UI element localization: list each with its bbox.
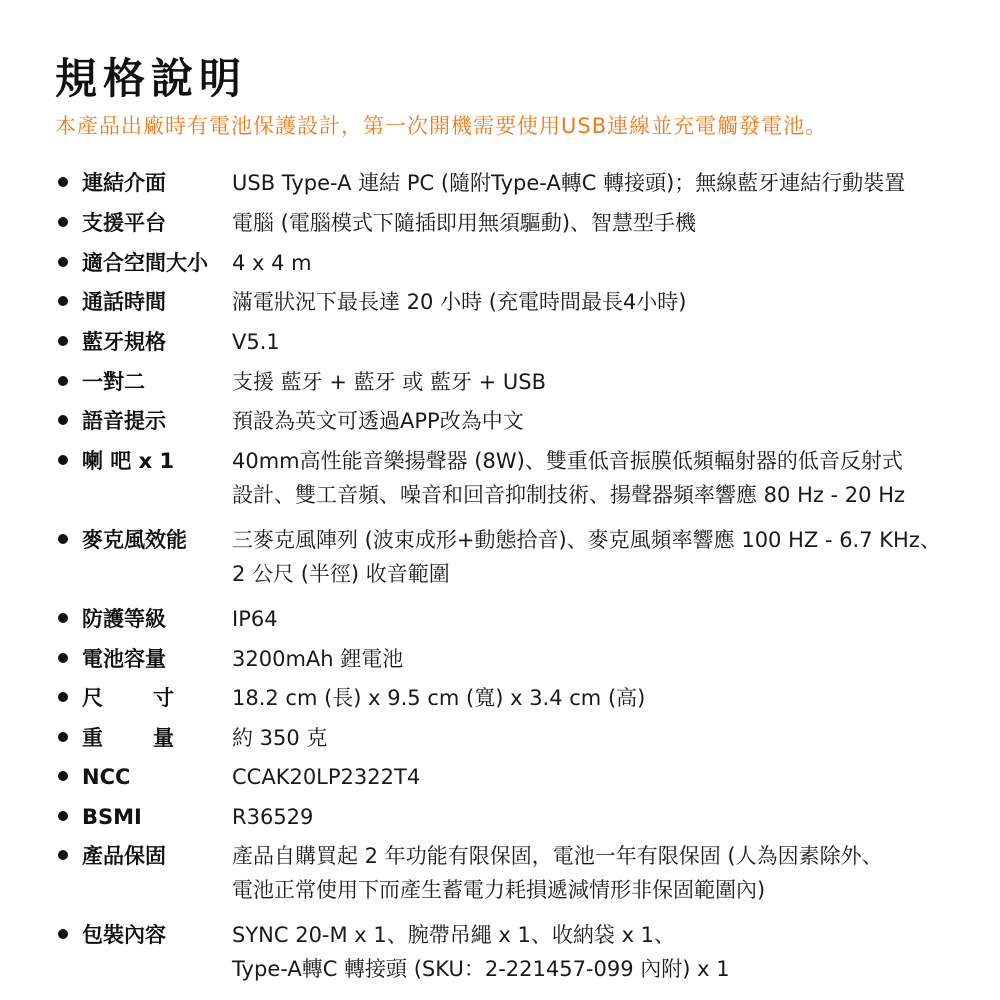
spec-value xyxy=(232,404,992,438)
spec-label: NCC xyxy=(82,765,131,789)
spec-value-line: IP64 xyxy=(232,607,278,631)
bullet-icon xyxy=(58,771,68,781)
spec-value xyxy=(232,602,992,636)
bullet-icon xyxy=(58,177,68,187)
spec-value xyxy=(232,285,992,319)
spec-value-line: 約 350 克 xyxy=(232,726,328,750)
spec-value xyxy=(232,839,992,907)
spec-value xyxy=(232,918,992,986)
spec-label: 支援平台 xyxy=(82,211,166,235)
spec-value-line: SYNC 20-M x 1、腕帶吊繩 x 1、收納袋 x 1、 xyxy=(232,923,676,947)
spec-value-line: R36529 xyxy=(232,805,314,829)
battery-notice: 本產品出廠時有電池保護設計，第一次開機需要使用USB連線並充電觸發電池。 xyxy=(55,114,828,138)
spec-value-line: 產品自購買起 2 年功能有限保固，電池一年有限保固 (人為因素除外、 xyxy=(232,844,883,868)
spec-value-line: 2 公尺 (半徑) 收音範圍 xyxy=(232,562,450,586)
bullet-icon xyxy=(58,732,68,742)
spec-label: 麥克風效能 xyxy=(82,528,187,552)
bullet-icon xyxy=(58,653,68,663)
bullet-icon xyxy=(58,811,68,821)
spec-value-line: 支援 藍牙 + 藍牙 或 藍牙 + USB xyxy=(232,370,547,394)
spec-label: 通話時間 xyxy=(82,290,166,314)
spec-value xyxy=(232,760,992,794)
spec-value-line: 40mm高性能音樂揚聲器 (8W)、雙重低音振膜低頻輻射器的低音反射式 xyxy=(232,449,903,473)
spec-label-char: 重 xyxy=(82,726,103,750)
spec-value-line: 電腦 (電腦模式下隨插即用無須驅動)、智慧型手機 xyxy=(232,211,697,235)
spec-value-line: 滿電狀況下最長達 20 小時 (充電時間最長4小時) xyxy=(232,290,687,314)
bullet-icon xyxy=(58,296,68,306)
spec-value-line: 預設為英文可透過APP改為中文 xyxy=(232,409,524,433)
bullet-icon xyxy=(58,534,68,544)
spec-value-line: USB Type-A 連結 PC (隨附Type-A轉C 轉接頭)；無線藍牙連結行動裝置 xyxy=(232,171,906,195)
spec-label: 防護等級 xyxy=(82,607,166,631)
spec-value-line: V5.1 xyxy=(232,330,280,354)
spec-value xyxy=(232,444,992,512)
spec-value-line: Type-A轉C 轉接頭 (SKU：2-221457-099 內附) x 1 xyxy=(232,957,730,981)
bullet-icon xyxy=(58,217,68,227)
spec-value xyxy=(232,642,992,676)
spec-value xyxy=(232,523,992,591)
spec-label-char: 尺 xyxy=(82,686,103,710)
spec-value xyxy=(232,206,992,240)
spec-label: 語音提示 xyxy=(82,409,166,433)
spec-value-line: 電池正常使用下而產生蓄電力耗損遞減情形非保固範圍內) xyxy=(232,878,766,902)
bullet-icon xyxy=(58,692,68,702)
bullet-icon xyxy=(58,613,68,623)
bullet-icon xyxy=(58,850,68,860)
bullet-icon xyxy=(58,257,68,267)
spec-label-char: 量 xyxy=(153,726,174,750)
bullet-icon xyxy=(58,376,68,386)
spec-label: 喇 吧 x 1 xyxy=(82,449,175,473)
spec-value xyxy=(232,721,992,755)
spec-label: BSMI xyxy=(82,805,142,829)
bullet-icon xyxy=(58,336,68,346)
spec-value xyxy=(232,800,992,834)
spec-label: 產品保固 xyxy=(82,844,166,868)
spec-value-line: 3200mAh 鋰電池 xyxy=(232,647,404,671)
spec-value-line: 4 x 4 m xyxy=(232,251,312,275)
spec-value xyxy=(232,681,992,715)
bullet-icon xyxy=(58,415,68,425)
spec-label: 連結介面 xyxy=(82,171,166,195)
spec-label xyxy=(82,681,174,715)
spec-label: 一對二 xyxy=(82,370,145,394)
page-title: 規格說明 xyxy=(55,54,248,103)
spec-value-line: 18.2 cm (長) x 9.5 cm (寬) x 3.4 cm (高) xyxy=(232,686,646,710)
spec-label xyxy=(82,721,174,755)
spec-value xyxy=(232,325,992,359)
spec-label: 電池容量 xyxy=(82,647,166,671)
spec-value-line: 設計、雙工音頻、噪音和回音抑制技術、揚聲器頻率響應 80 Hz - 20 Hz xyxy=(232,483,906,507)
spec-value xyxy=(232,365,992,399)
spec-value-line: CCAK20LP2322T4 xyxy=(232,765,421,789)
spec-label: 藍牙規格 xyxy=(82,330,166,354)
spec-label: 包裝內容 xyxy=(82,923,166,947)
bullet-icon xyxy=(58,929,68,939)
spec-value xyxy=(232,246,992,280)
spec-value xyxy=(232,166,992,200)
bullet-icon xyxy=(58,455,68,465)
spec-value-line: 三麥克風陣列 (波束成形+動態拾音)、麥克風頻率響應 100 HZ - 6.7 KHz、 xyxy=(232,528,941,552)
spec-label-char: 寸 xyxy=(153,686,174,710)
spec-label: 適合空間大小 xyxy=(82,251,208,275)
